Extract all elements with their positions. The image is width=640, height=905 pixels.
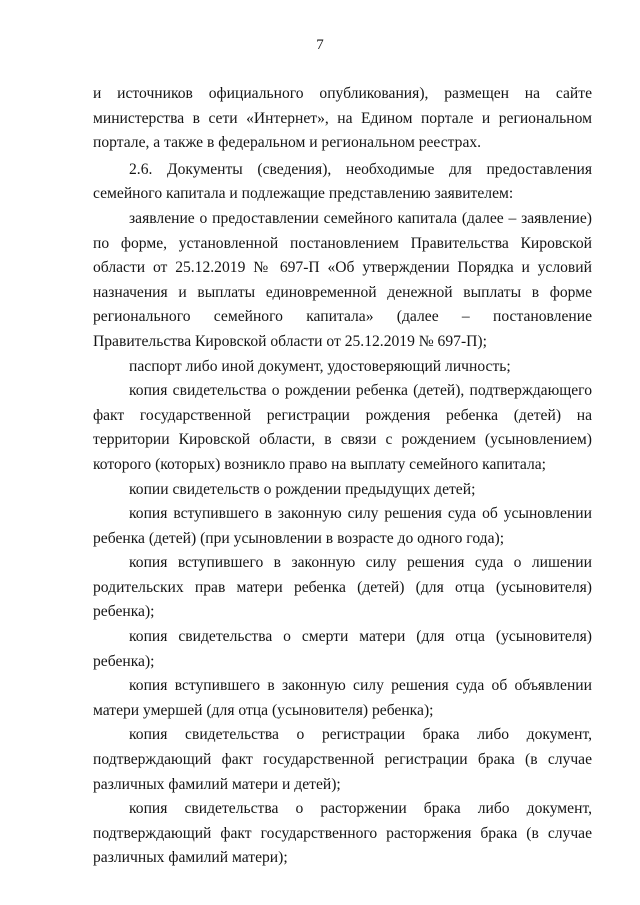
paragraph-death-certificate: копия свидетельства о смерти матери (для отца (усыновителя) ребенка);: [93, 628, 592, 670]
paragraph-parental-rights: копия вступившего в законную силу решения суда о лишении родительских прав матери ребенка (детей) (для отца (усыновителя) ребенка);: [93, 554, 592, 621]
paragraph-application: заявление о предоставлении семейного капитала (далее – заявление) по форме, установленной постановлением Правительства Кировской области от 25.12.2019 № 697-П «Об утверждении Порядка и условий назначения и выплаты единовременной денежной выплаты в форме регионального семейного капитала» (далее – постановление Правительства Кировской области от 25.12.2019 № 697-П);: [93, 209, 592, 350]
paragraph-previous-children: копии свидетельств о рождении предыдущих детей;: [129, 480, 476, 498]
page-number: 7: [316, 37, 324, 53]
paragraph-declared-dead: копия вступившего в законную силу решения суда об объявлении матери умершей (для отца (усыновителя) ребенка);: [93, 677, 592, 719]
paragraph-divorce-certificate: копия свидетельства о расторжении брака либо документ, подтверждающий факт государственного расторжения брака (в случае различных фамилий матери);: [93, 800, 592, 867]
document-body: [93, 82, 592, 871]
paragraph-marriage-certificate: копия свидетельства о регистрации брака либо документ, подтверждающий факт государственной регистрации брака (в случае различных фамилий матери и детей);: [93, 726, 592, 793]
paragraph-birth-certificate: копия свидетельства о рождении ребенка (детей), подтверждающего факт государственной регистрации рождения ребенка (детей) на территории Кировской области, в связи с рождением (усыновлением) которого (которых) возникло право на выплату семейного капитала;: [93, 382, 592, 473]
paragraph-section-2-6: 2.6. Документы (сведения), необходимые для предоставления семейного капитала и подлежащие представлению заявителем:: [93, 160, 592, 203]
paragraph-adoption-decision: копия вступившего в законную силу решения суда об усыновлении ребенка (детей) (при усыновлении в возрасте до одного года);: [93, 505, 592, 547]
paragraph-passport: паспорт либо иной документ, удостоверяющий личность;: [129, 357, 511, 375]
paragraph-continuation: и источников официального опубликования), размещен на сайте министерства в сети «Интернет», на Едином портале и региональном портале, а также в федеральном и региональном реестрах.: [93, 85, 592, 152]
